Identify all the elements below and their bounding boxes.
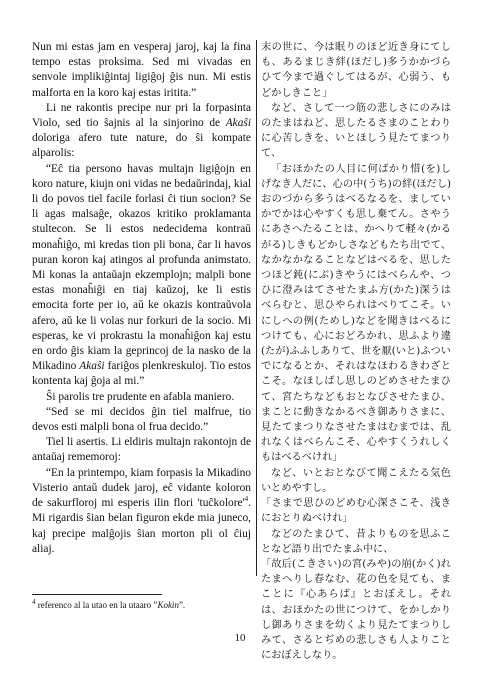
japanese-paragraph: 「さまで思ひのどめむ心深さこそ、浅きにおとりぬべけれ」 (261, 498, 451, 525)
japanese-paragraph: などのたまひて、昔よりものを思ふことなど語り出でたまふ中に、 (261, 528, 451, 555)
esperanto-paragraph: Nun mi estas jam en vesperaj jaroj, kaj la fina tempo estas proksima. Sed mi vivadas en senvole implikiĝintaj ligiĝoj ĝis nun. Mi estis malforta en la koro kaj estas iritita.” (32, 41, 251, 99)
japanese-paragraph: 「おほかたの人目に何ばかり惜(を)しげなき人だに、心の中(うち)の絆(ほだし)おのづから多うはべるなるを、ましていかでかは心やすくも思し棄てん。さやうにあさへたることは、かへりて軽々(かるがる)しきもどかしさなどもたち出でて、なかなかなることなどはべるを、思したつほど鈍(にぶ)きやうにはべらんや、つひに澄みはてさせたまふ方(かた)深うはべらむと、思ひやられはべりてこそ。いにしへの例(ためし)などを聞きはべるにつけても、心におどろかれ、思ふより違(たが)ふふしありて、世を厭(いと)ふついでになるとか、それはなほわるきわざとこそ。なほしばし思しのどめさせたまひて、宮たちなどもおとなびさせたまひ、まことに動きなかるべき御ありさまに、見たてまつりなさせたまはむまでは、乱れなくはべらんこそ、心やすくうれしくもはべるべけれ」 (261, 163, 451, 464)
text-run: Li ne rakontis precipe nur pri la forpasinta Violo, sed tio ŝajnis al la sinjorino de (32, 101, 251, 130)
text-run: fariĝos plenkreskuloj. Tio estos kontenta kaj ĝoja al mi.” (32, 360, 251, 388)
esperanto-paragraph: Tiel li asertis. Li eldiris multajn rakontojn de antaŭaj rememoroj: (32, 436, 251, 464)
column-divider (256, 40, 257, 576)
esperanto-paragraph: “Sed se mi decidos ĝin tiel malfrue, tio devos esti malpli bona ol frua decido.” (32, 405, 251, 434)
page-number: 10 (234, 632, 246, 644)
footnote-marker: 4 (244, 495, 249, 504)
esperanto-paragraph: Ŝi parolis tre prudente en afabla maniero. (46, 390, 235, 403)
text-run: “En la printempo, kiam forpasis la Mikadino Visterio antaŭ dudek jaroj, eĉ vidante koloron de sakurfloroj mi esperis ilin flori 'tuĉkolore' (32, 466, 251, 510)
esperanto-paragraph (32, 101, 251, 162)
text-run: doloriga afero tute nature, do ŝi kompate alparolis: (32, 132, 251, 160)
japanese-column (261, 40, 451, 663)
footnote-tail: ”. (178, 600, 186, 610)
japanese-paragraph: など、さして一つ筋の悲しさにのみはのたまはねど、思したるさまのことわりに心苦しきを、いとほしう見たてまつりて、 (261, 102, 451, 160)
esperanto-paragraph (32, 466, 251, 557)
footnote-title: Kokin (157, 600, 179, 610)
footnote (32, 599, 452, 611)
footnote-number: 4 (32, 598, 36, 606)
text-run: “Eĉ tia persono havas multajn ligiĝojn en koro nature, kiujn oni vidas ne bedaŭrindaj, kial li do povos tiel facile forlasi ĉi tiun socion? Se li agas malsaĝe, okazos kritiko proklamanta stultecon. Se li estos nedecidema kontraŭ monaĥiĝo, mi kredas tion pli bona, ĉar li havos puran koron kaj atingos al profunda animstato. Mi konas la antaŭajn ekzemplojn; malpli bone estas monaĥiĝi en tiaj kaŭzoj, ke li estis emocita forte per io, aŭ ke okazis kontraŭvola afero, aŭ ke li volas nur forkuri de la socio. Mi esperas, ke vi prokrastu la monaĥiĝon kaj estu en ordo ĝis kiam la geprincoj de la nasko de la Mikadino (32, 162, 251, 373)
italic-term: Akaŝi (79, 360, 105, 373)
esperanto-paragraph (32, 162, 251, 390)
esperanto-column (32, 40, 251, 557)
japanese-paragraph: など、いとおとなびて聞こえたる気色いとめやすし。 (261, 467, 451, 494)
footnote-rule (32, 594, 162, 595)
text-run: . Mi rigardis ŝian belan figuron ekde mia juneco, kaj precipe malĝojis ŝian morton pli ol ĉiuj aliaj. (32, 497, 251, 555)
japanese-paragraph: 「故后(こきさい)の宮(みや)の崩(かく)れたまへりし春なむ、花の色を見ても、まことに『心あらば』とおぼえし。それは、おほかたの世につけて、をかしかりし御ありさまを幼くより見たてまつりしみて、さるとぢめの悲しさも人よりことにおぼえしなり。 (261, 558, 451, 662)
japanese-paragraph: 末の世に、今は眠りのほど近き身にてしも、あるまじき絆(ほだし)多うかかづらひて今まで過ぐしてはるが、心弱う、もどかしきこと」 (261, 42, 451, 99)
footnote-text: referenco al la utao en la utaaro ” (35, 600, 158, 610)
italic-term: Akaŝi (225, 117, 251, 130)
